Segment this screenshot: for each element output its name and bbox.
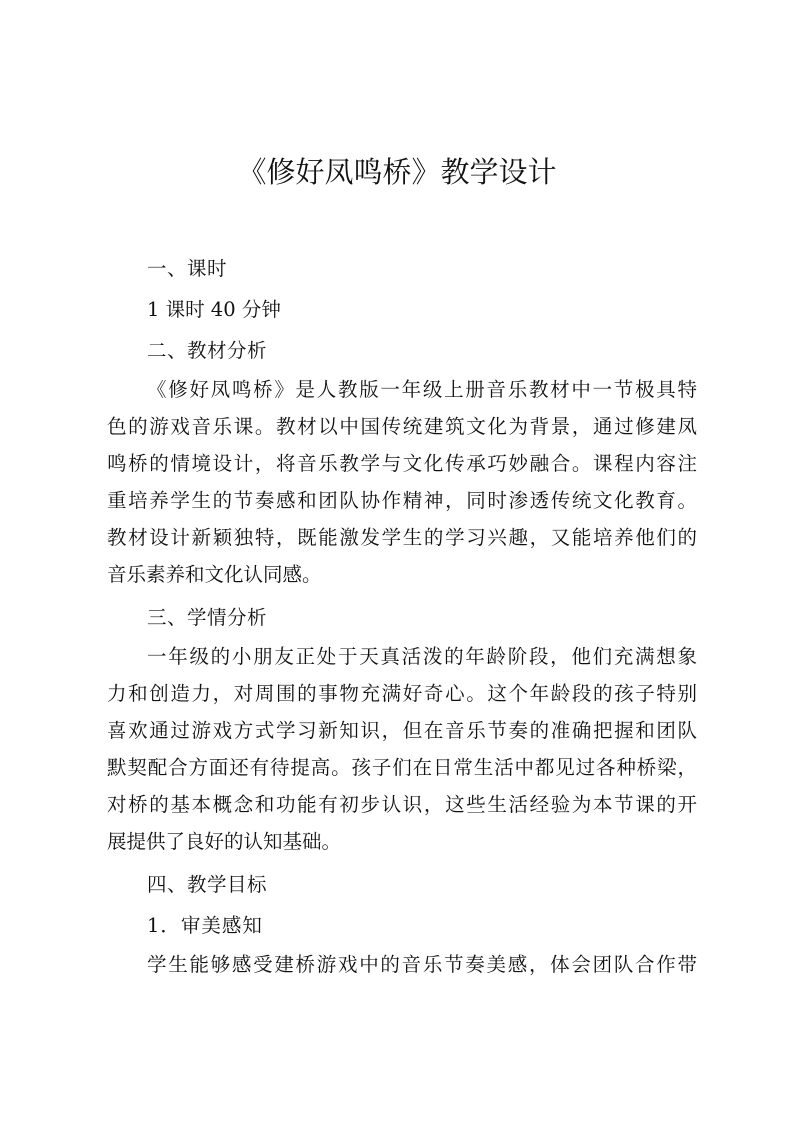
student-analysis-paragraph xyxy=(107,638,697,860)
paragraph-line: 对桥的基本概念和功能有初步认识，这些生活经验为本节课的开 xyxy=(107,793,697,816)
document-body xyxy=(107,248,697,983)
section-heading-teaching-goals: 四、教学目标 xyxy=(147,873,268,896)
paragraph-line: 鸣桥的情境设计，将音乐教学与文化传承巧妙融合。课程内容注 xyxy=(107,452,697,475)
paragraph-line: 默契配合方面还有待提高。孩子们在日常生活中都见过各种桥梁， xyxy=(107,756,697,779)
paragraph-line: 喜欢通过游戏方式学习新知识，但在音乐节奏的准确把握和团队 xyxy=(107,719,697,742)
paragraph-line: 学生能够感受建桥游戏中的音乐节奏美感，体会团队合作带 xyxy=(147,953,697,976)
paragraph-line: 一年级的小朋友正处于天真活泼的年龄阶段，他们充满想象 xyxy=(147,645,697,668)
teaching-goals-paragraph xyxy=(107,946,697,983)
paragraph-line: 力和创造力，对周围的事物充满好奇心。这个年龄段的孩子特别 xyxy=(107,682,697,705)
paragraph-line: 《修好凤鸣桥》是人教版一年级上册音乐教材中一节极具特 xyxy=(147,378,697,401)
paragraph-line: 展提供了良好的认知基础。 xyxy=(107,830,342,853)
paragraph-line: 色的游戏音乐课。教材以中国传统建筑文化为背景，通过修建凤 xyxy=(107,415,697,438)
paragraph-line: 重培养学生的节奏感和团队协作精神，同时渗透传统文化教育。 xyxy=(107,489,697,512)
section-heading-class-hours: 一、课时 xyxy=(147,257,228,280)
class-hours-text: 1 课时 40 分钟 xyxy=(147,298,281,321)
section-heading-textbook-analysis: 二、教材分析 xyxy=(147,339,268,362)
document-title: 《修好凤鸣桥》教学设计 xyxy=(237,155,557,189)
paragraph-line: 音乐素养和文化认同感。 xyxy=(107,563,322,586)
subheading-aesthetic-perception: 1．审美感知 xyxy=(147,914,263,937)
section-heading-student-analysis: 三、学情分析 xyxy=(147,606,268,629)
paragraph-line: 教材设计新颖独特，既能激发学生的学习兴趣，又能培养他们的 xyxy=(107,526,697,549)
textbook-analysis-paragraph xyxy=(107,371,697,593)
